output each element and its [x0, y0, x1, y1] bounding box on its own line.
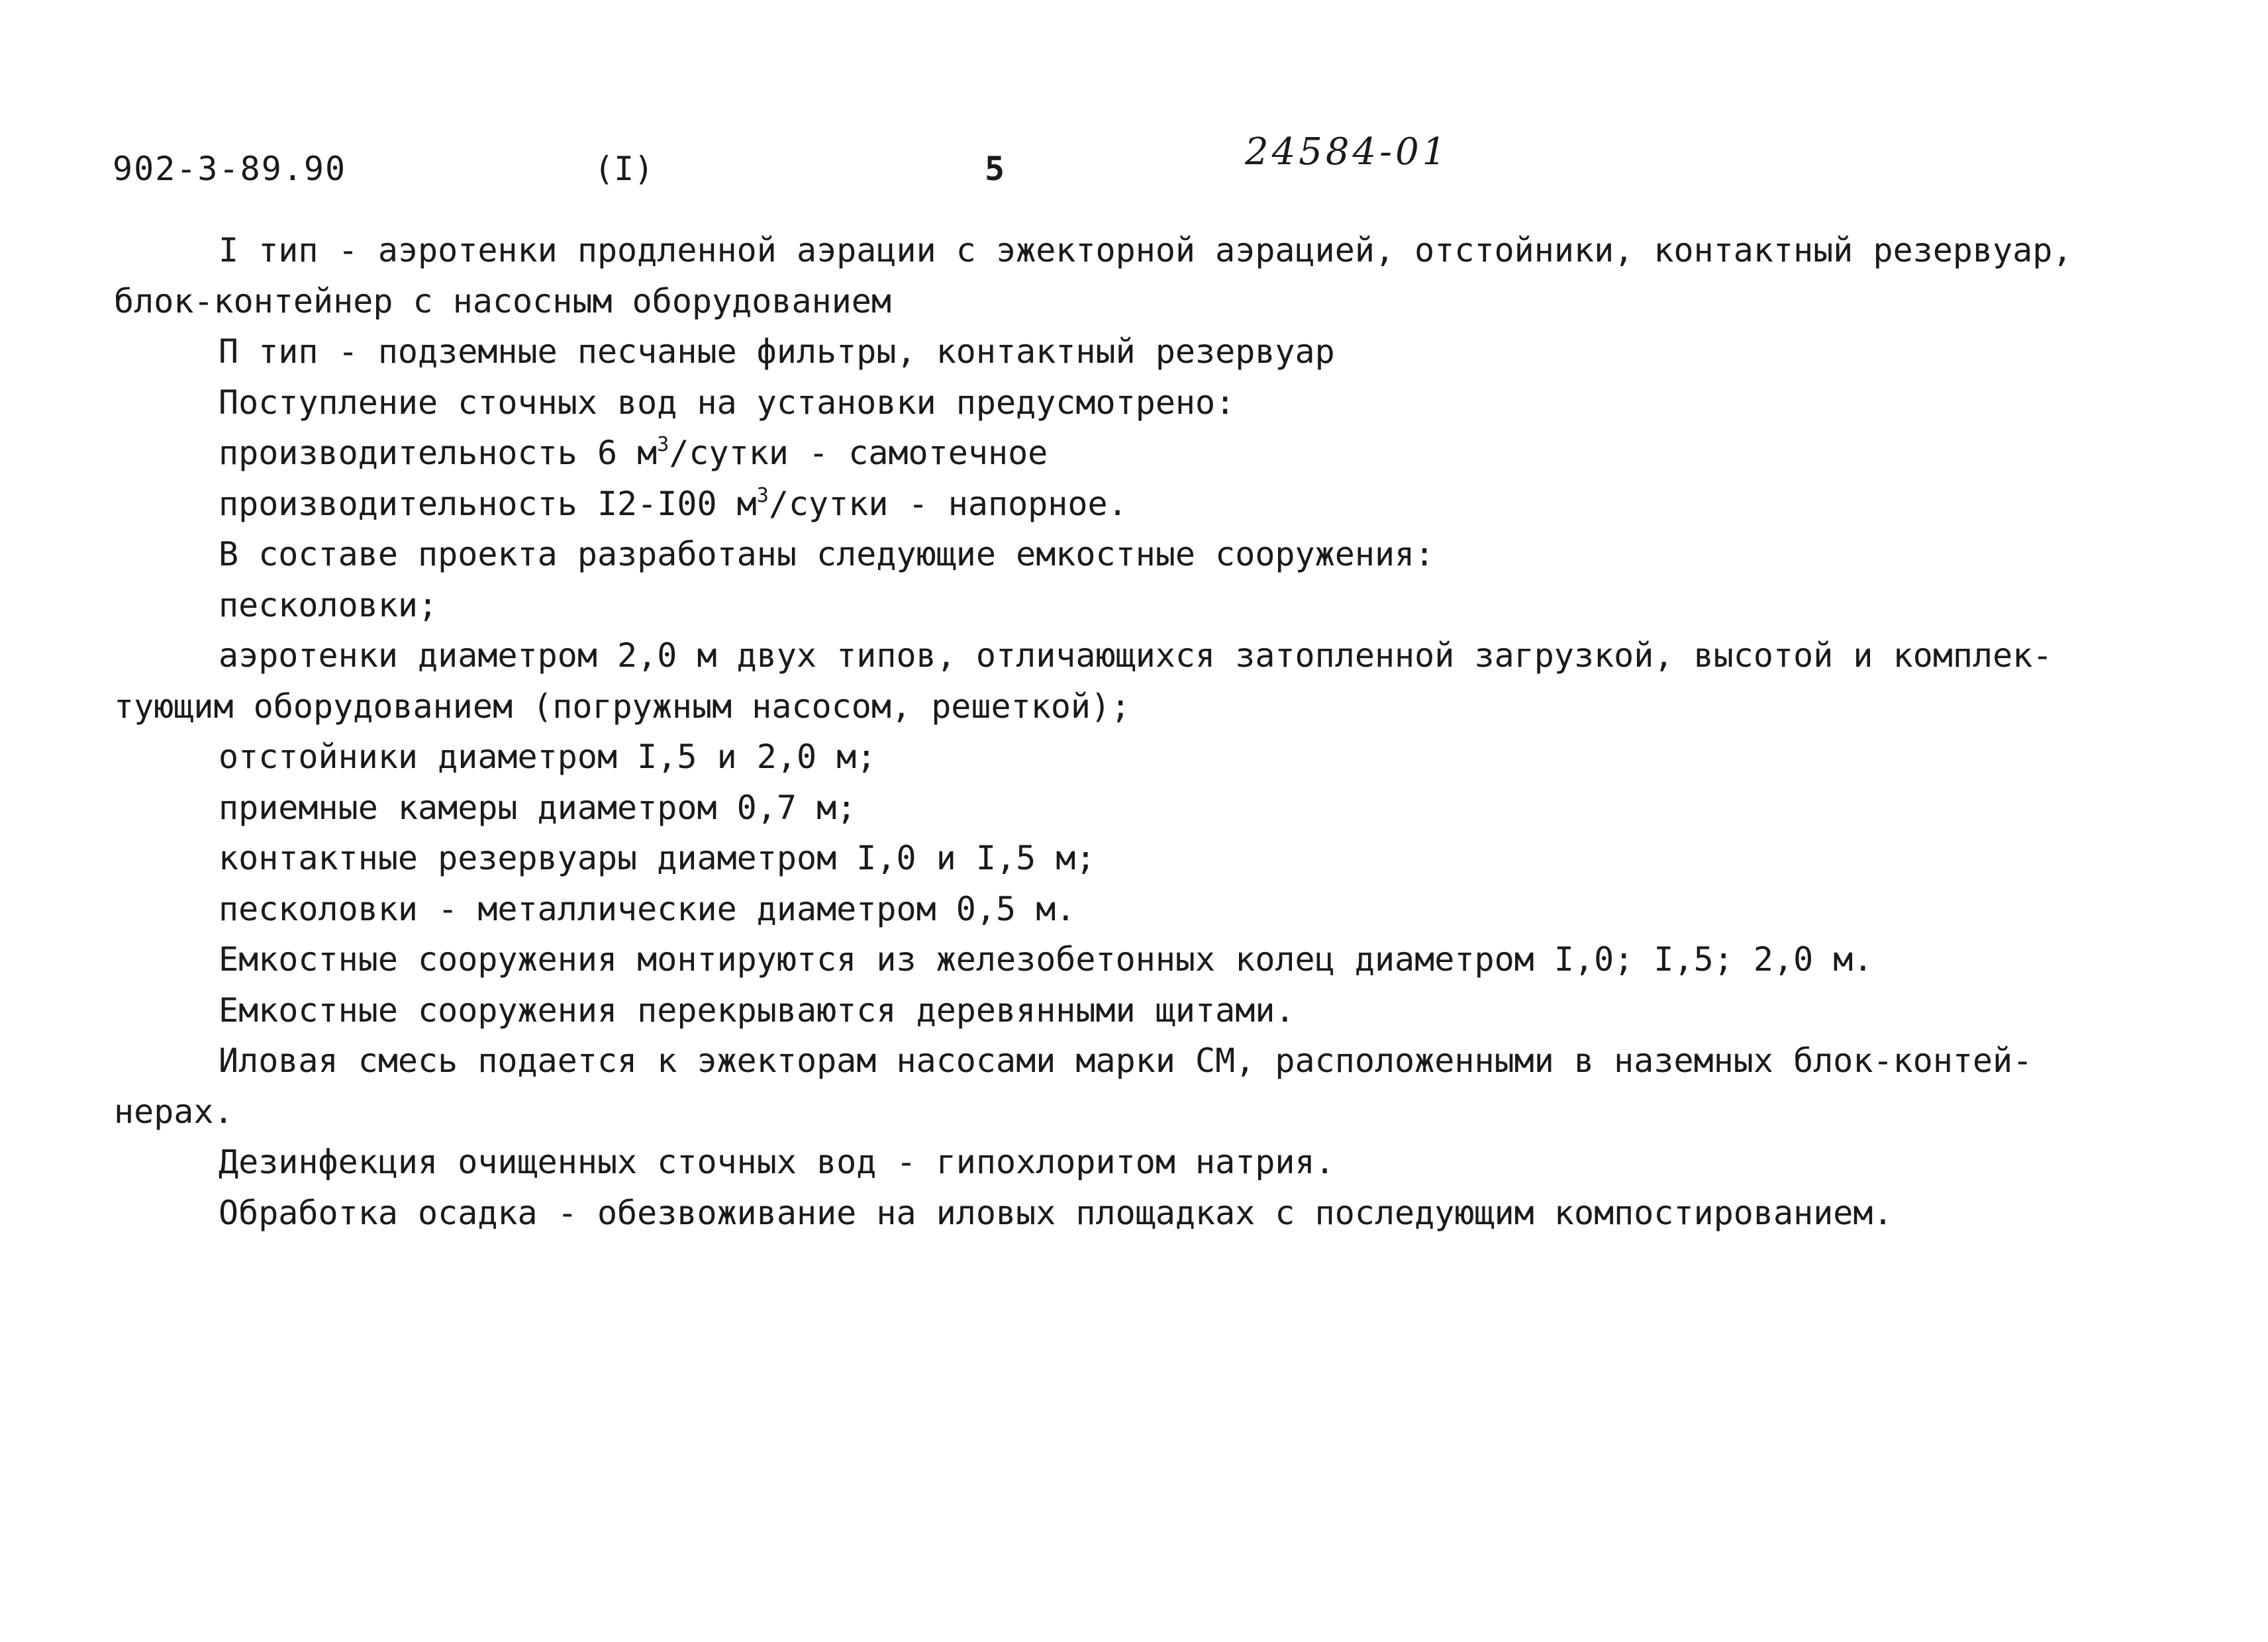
- cubic-superscript: 3: [756, 483, 769, 507]
- page-header: [0, 130, 2268, 195]
- list-item: контактные резервуары диаметром I,0 и I,5 м;: [219, 839, 1096, 877]
- flow-pressure-suffix: /сутки - напорное.: [768, 484, 1128, 523]
- flow-pressure-prefix: производительность I2-I00 м: [219, 484, 757, 523]
- cubic-superscript: 3: [657, 433, 669, 456]
- page-number: 5: [985, 150, 1005, 188]
- list-item-continuation: тующим оборудованием (погружным насосом, решеткой);: [114, 687, 1131, 726]
- paragraph-line: П тип - подземные песчаные фильтры, контактный резервуар: [219, 332, 1335, 371]
- paragraph-line: Емкостные сооружения монтируются из железобетонных колец диаметром I,0; I,5; 2,0 м.: [219, 940, 1873, 979]
- paragraph-line: Дезинфекция очищенных сточных вод - гипохлоритом натрия.: [219, 1143, 1335, 1181]
- paragraph-line: Обработка осадка - обезвоживание на иловых площадках с последующим компостированием.: [219, 1193, 1893, 1232]
- paragraph-line: Емкостные сооружения перекрываются деревянными щитами.: [219, 990, 1295, 1030]
- handwritten-inventory-number: 24584-01: [1245, 130, 1450, 173]
- flow-gravity-suffix: /сутки - самотечное: [669, 434, 1048, 472]
- doc-number: 902-3-89.90: [113, 150, 347, 188]
- list-item: песколовки;: [219, 585, 438, 624]
- body-text: [114, 225, 2140, 1238]
- flow-gravity-prefix: производительность 6 м: [219, 434, 658, 472]
- paragraph-line: Поступление сточных вод на установки предусмотрено:: [219, 383, 1236, 422]
- paragraph-line: блок-контейнер с насосным оборудованием: [114, 281, 891, 320]
- flow-pressure-line: [114, 479, 2140, 530]
- list-item: отстойники диаметром I,5 и 2,0 м;: [219, 738, 877, 776]
- paragraph-line: I тип - аэротенки продленной аэрации с эжекторной аэрацией, отстойники, контактный резервуар,: [219, 231, 2073, 269]
- paragraph-line: В составе проекта разработаны следующие емкостные сооружения:: [219, 535, 1435, 573]
- flow-gravity-line: [114, 428, 2140, 479]
- part-number: (I): [594, 150, 654, 188]
- list-item: песколовки - металлические диаметром 0,5 м.: [219, 889, 1076, 928]
- list-item: приемные камеры диаметром 0,7 м;: [219, 788, 857, 827]
- list-item: аэротенки диаметром 2,0 м двух типов, отличающихся затопленной загрузкой, высотой и комплек-: [219, 636, 2053, 675]
- paragraph-line: Иловая смесь подается к эжекторам насосами марки СМ, расположенными в наземных блок-контей-: [219, 1041, 2033, 1080]
- paragraph-line-continuation: нерах.: [114, 1092, 234, 1131]
